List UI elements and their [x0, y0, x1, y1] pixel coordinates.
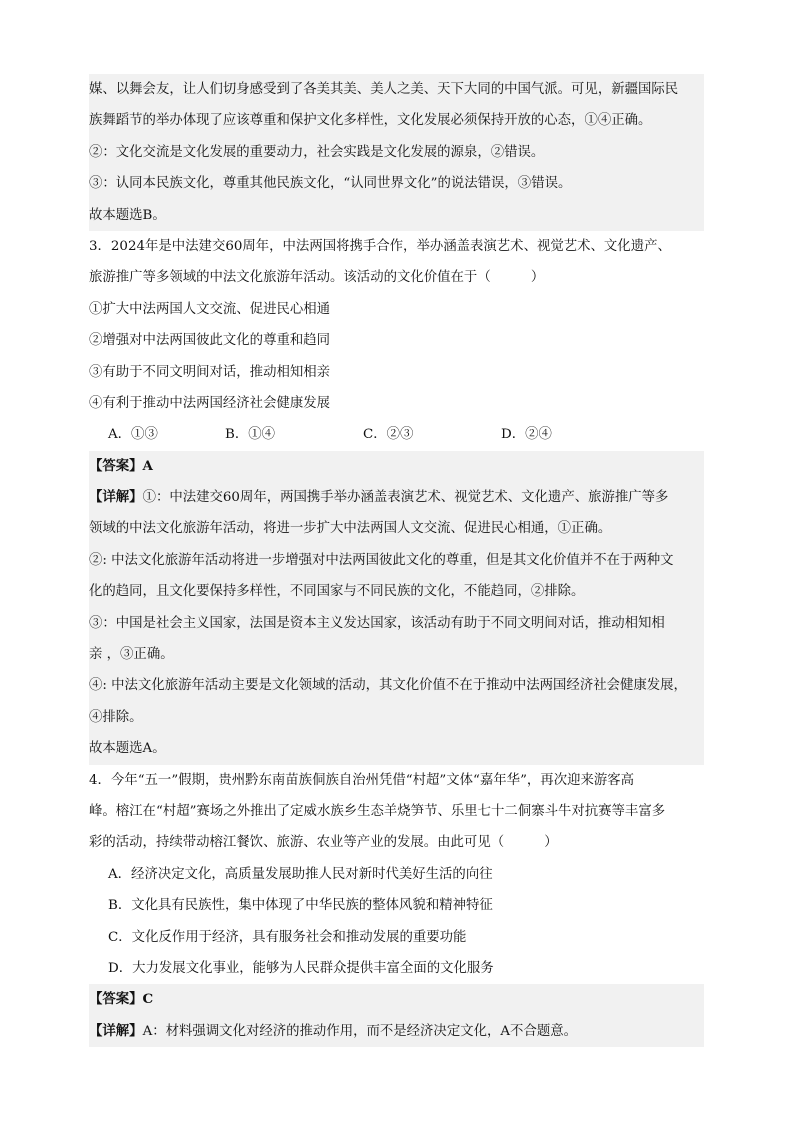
statement-item: ①扩大中法两国人文交流、促进民心相通 — [89, 301, 331, 317]
question-3 — [89, 231, 704, 765]
question-stem: 峰。榕江在“村超”赛场之外推出了定威水族乡生态羊烧笋节、乐里七十二侗寨斗牛对抗赛等丰富多 — [89, 803, 666, 819]
statement-item: ④有利于推动中法两国经济社会健康发展 — [89, 395, 331, 411]
text-line: 族舞蹈节的举办体现了应该尊重和保护文化多样性，文化发展必须保持开放的心态，①④正确。 — [89, 113, 652, 129]
explanation-label: 【详解】 — [89, 489, 143, 506]
option-a: A．①③ — [108, 427, 158, 443]
explanation-line: 领域的中法文化旅游年活动，将进一步扩大中法两国人文交流、促进民心相通，①正确。 — [89, 521, 612, 537]
option-b: B．①④ — [225, 427, 276, 443]
option-d: D．②④ — [501, 427, 552, 443]
explanation-line: ④排除。 — [89, 709, 143, 725]
q3-answer-block — [89, 451, 704, 765]
q2-explanation-tail — [89, 74, 704, 231]
explanation-line: ②: 中法文化旅游年活动将进一步增强对中法两国彼此文化的尊重，但是其文化价值并不在于两种文 — [89, 552, 674, 568]
question-4 — [89, 765, 704, 1048]
text-line: 故本题选B。 — [89, 207, 166, 223]
explanation-line: 亲 ，③正确。 — [89, 647, 174, 663]
text-line: 媒、以舞会友，让人们切身感受到了各美其美、美人之美、天下大同的中国气派。可见，新疆国际民 — [89, 82, 679, 97]
text-line: ③：认同本民族文化，尊重其他民族文化，“认同世界文化”的说法错误，③错误。 — [89, 176, 572, 192]
explanation-line — [89, 482, 704, 513]
explanation-line: 化的趋同，且文化要保持多样性，不同国家与不同民族的文化，不能趋同，②排除。 — [89, 584, 585, 600]
explanation-line — [89, 1016, 704, 1047]
option-c: C．②③ — [363, 427, 414, 443]
question-stem: 彩的活动，持续带动榕江餐饮、旅游、农业等产业的发展。由此可见（ ） — [89, 835, 558, 851]
statement-item: ③有助于不同文明间对话，推动相知相亲 — [89, 364, 331, 380]
option-d: D．大力发展文化事业，能够为人民群众提供丰富全面的文化服务 — [108, 960, 494, 976]
explanation-text: A：材料强调文化对经济的推动作用，而不是经济决定文化，A不合题意。 — [142, 1023, 578, 1039]
page-content — [89, 74, 704, 1047]
explanation-line: ③：中国是社会主义国家，法国是资本主义发达国家，该活动有助于不同文明间对话，推动相知相 — [89, 615, 665, 631]
option-b: B．文化具有民族性，集中体现了中华民族的整体风貌和精神特征 — [108, 898, 493, 914]
explanation-line: ④: 中法文化旅游年活动主要是文化领域的活动，其文化价值不在于推动中法两国经济社会健康发展， — [89, 678, 687, 694]
explanation-line: 故本题选A。 — [89, 741, 166, 757]
answer-options — [89, 419, 704, 450]
text-line: ②：文化交流是文化发展的重要动力，社会实践是文化发展的源泉，②错误。 — [89, 144, 545, 160]
statement-item: ②增强对中法两国彼此文化的尊重和趋同 — [89, 333, 331, 349]
question-stem: 旅游推广等多领域的中法文化旅游年活动。该活动的文化价值在于（ ） — [89, 270, 545, 286]
question-stem: 3．2024年是中法建交60周年，中法两国将携手合作，举办涵盖表演艺术、视觉艺术、文化遗产、 — [89, 238, 671, 254]
option-c: C．文化反作用于经济，具有服务社会和推动发展的重要功能 — [108, 929, 467, 945]
option-a: A．经济决定文化，高质量发展助推人民对新时代美好生活的向往 — [108, 866, 493, 882]
explanation-text: ①：中法建交60周年，两国携手举办涵盖表演艺术、视觉艺术、文化遗产、旅游推广等多 — [142, 490, 669, 506]
explanation-label: 【详解】 — [89, 1022, 143, 1039]
answer-label: 【答案】C — [89, 991, 154, 1008]
question-stem: 4．今年“五一”假期，贵州黔东南苗族侗族自治州凭借“村超”文体“嘉年华”，再次迎来游客高 — [89, 772, 635, 788]
answer-label: 【答案】A — [89, 457, 153, 474]
q4-answer-block — [89, 984, 704, 1047]
